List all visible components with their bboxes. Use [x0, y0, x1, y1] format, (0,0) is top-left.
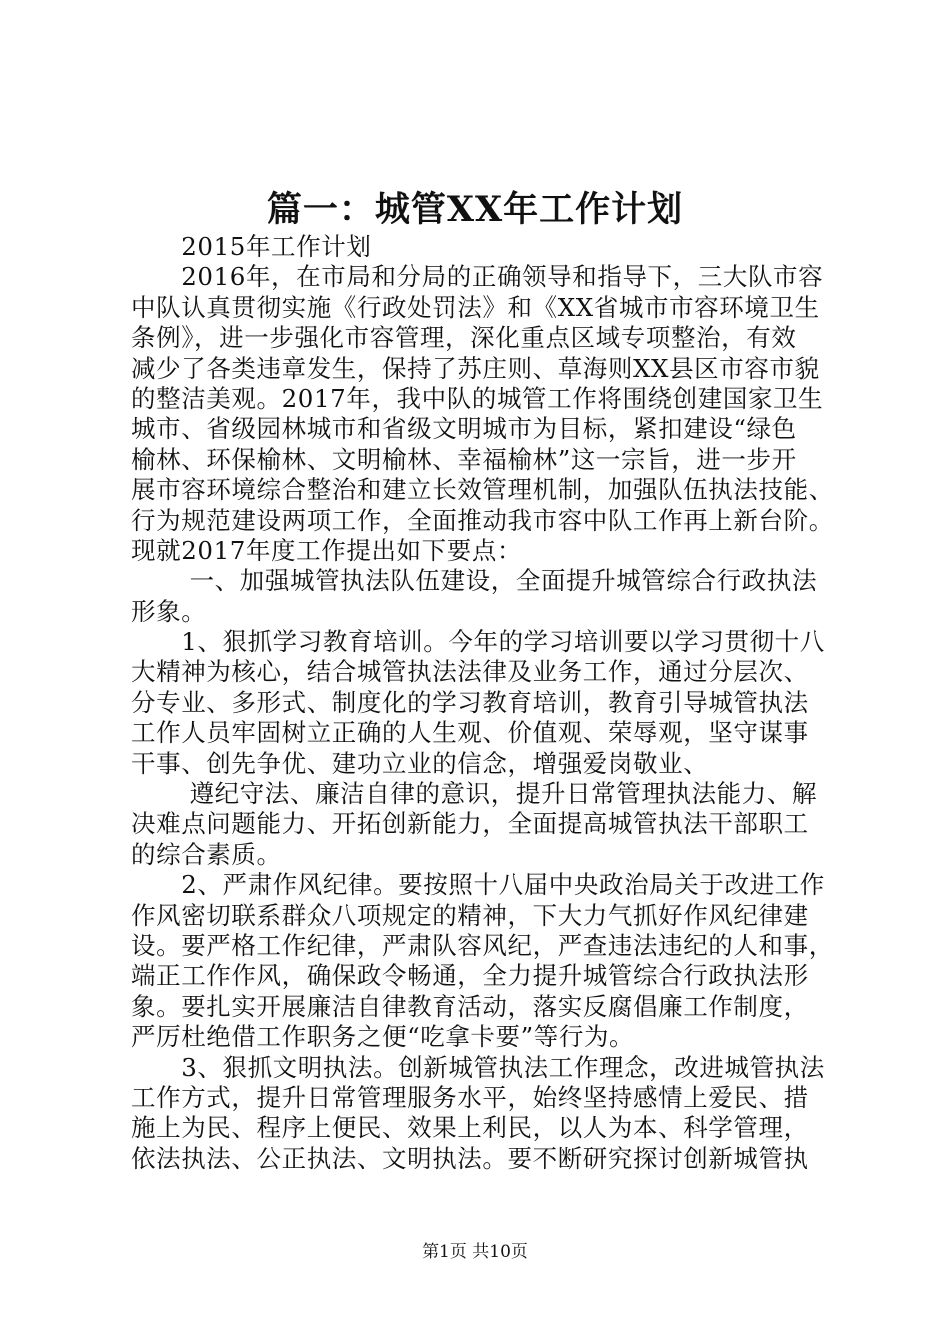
body-line: 工作人员牢固树立正确的人生观、价值观、荣辱观，坚守谋事 — [131, 718, 809, 748]
body-line: 施上为民、程序上便民、效果上利民，以人为本、科学管理， — [131, 1113, 809, 1143]
body-line: 现就2017年度工作提出如下要点： — [131, 535, 523, 565]
body-line: 端正工作作风，确保政令畅通，全力提升城管综合行政执法形 — [131, 961, 809, 991]
body-line: 干事、创先争优、建功立业的信念，增强爱岗敬业、 — [131, 748, 709, 778]
body-line: 遵纪守法、廉洁自律的意识，提升日常管理执法能力、解 — [131, 779, 818, 809]
body-line: 条例》，进一步强化市容管理，深化重点区域专项整治，有效 — [131, 323, 797, 353]
body-line: 分专业、多形式、制度化的学习教育培训，教育引导城管执法 — [131, 687, 809, 717]
body-line: 展市容环境综合整治和建立长效管理机制，加强队伍执法技能、 — [131, 475, 834, 505]
body-line: 城市、省级园林城市和省级文明城市为目标，紧扣建设“绿色 — [131, 414, 797, 444]
body-line: 象。要扎实开展廉洁自律教育活动，落实反腐倡廉工作制度， — [131, 991, 809, 1021]
body-line: 行为规范建设两项工作，全面推动我市容中队工作再上新台阶。 — [131, 505, 834, 535]
body-line: 3、狠抓文明执法。创新城管执法工作理念，改进城管执法 — [131, 1052, 825, 1082]
page-footer: 第1页 共10页 — [422, 1242, 528, 1262]
body-line: 减少了各类违章发生，保持了苏庄则、草海则XX县区市容市貌 — [131, 353, 820, 383]
body-line: 大精神为核心，结合城管执法法律及业务工作，通过分层次、 — [131, 657, 809, 687]
body-line: 形象。 — [131, 596, 207, 626]
body-line: 决难点问题能力、开拓创新能力，全面提高城管执法干部职工 — [131, 809, 809, 839]
body-line: 一、加强城管执法队伍建设，全面提升城管综合行政执法 — [131, 566, 818, 596]
body-line: 严厉杜绝借工作职务之便“吃拿卡要”等行为。 — [131, 1022, 635, 1052]
body-line: 中队认真贯彻实施《行政处罚法》和《XX省城市市容环境卫生 — [131, 292, 820, 322]
body-line: 作风密切联系群众八项规定的精神，下大力气抓好作风纪律建 — [131, 900, 809, 930]
document-body — [131, 232, 837, 1174]
body-line: 1、狠抓学习教育培训。今年的学习培训要以学习贯彻十八 — [131, 627, 825, 657]
body-line: 的整洁美观。2017年，我中队的城管工作将围绕创建国家卫生 — [131, 383, 824, 413]
body-line: 2016年，在市局和分局的正确领导和指导下，三大队市容 — [131, 262, 824, 292]
body-line: 依法执法、公正执法、文明执法。要不断研究探讨创新城管执 — [131, 1143, 809, 1173]
body-line: 的综合素质。 — [131, 839, 282, 869]
document-title: 篇一：城管XX年工作计划 — [266, 189, 684, 230]
body-line: 工作方式，提升日常管理服务水平，始终坚持感情上爱民、措 — [131, 1082, 809, 1112]
body-line: 设。要严格工作纪律，严肃队容风纪，严查违法违纪的人和事， — [131, 930, 834, 960]
body-line: 榆林、环保榆林、文明榆林、幸福榆林”这一宗旨，进一步开 — [131, 444, 797, 474]
body-line: 2015年工作计划 — [131, 232, 372, 261]
body-line: 2、严肃作风纪律。要按照十八届中央政治局关于改进工作 — [131, 870, 825, 900]
